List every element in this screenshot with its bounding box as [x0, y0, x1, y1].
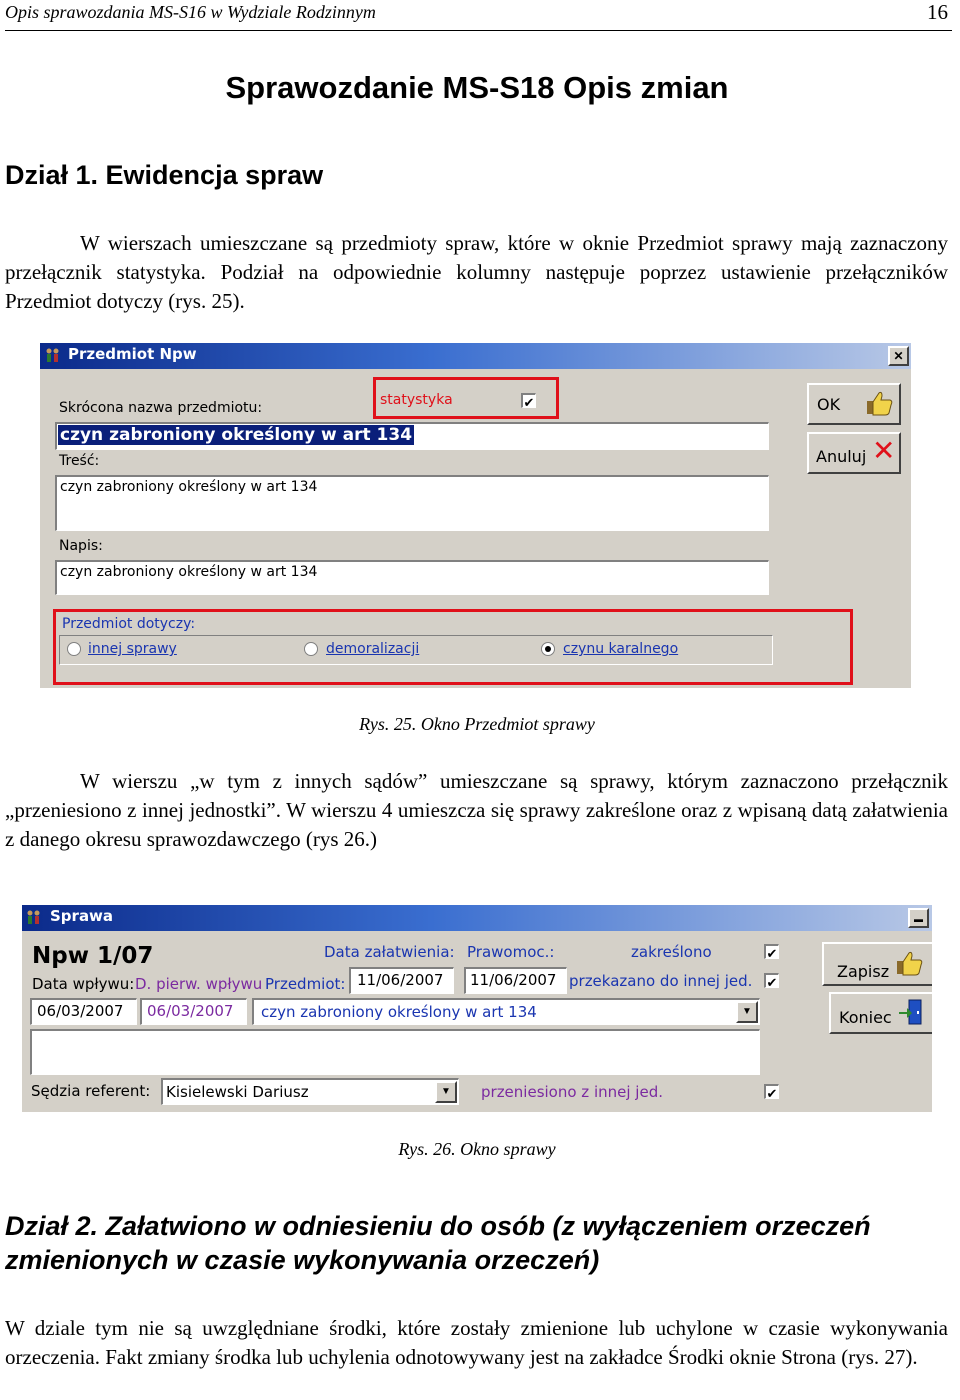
transferred-from-label: przeniesiono z innej jed.: [481, 1083, 663, 1101]
caption-label: Napis:: [59, 538, 103, 554]
legal-validity-input[interactable]: 11/06/2007: [464, 967, 567, 994]
case-window: [22, 905, 932, 1112]
section2-heading: Dział 2. Załatwiono w odniesieniu do osób (z wyłączeniem orzeczeń zmienionych w czasie wykonywania orzeczeń): [5, 1211, 871, 1275]
notes-input[interactable]: [30, 1029, 760, 1075]
case-window-title: Sprawa: [50, 907, 114, 925]
cancel-label: Anuluj: [816, 447, 867, 466]
first-received-input[interactable]: 06/03/2007: [140, 998, 247, 1025]
close-button[interactable]: ✕: [888, 346, 909, 366]
people-icon: [25, 909, 43, 927]
figure26-caption: Rys. 26. Okno sprawy: [398, 1139, 556, 1159]
transferred-from-checkbox[interactable]: ✔: [764, 1084, 779, 1099]
section1-heading: Dział 1. Ewidencja spraw: [5, 160, 324, 190]
radio-label-punishable-act: czynu karalnego: [563, 641, 679, 657]
date-settled-input[interactable]: 11/06/2007: [349, 967, 454, 994]
judge-dropdown-button[interactable]: ▼: [435, 1081, 457, 1103]
transferred-to-label: przekazano do innej jed.: [569, 972, 753, 990]
subject-label: Przedmiot:: [265, 975, 346, 993]
subject-radio-group: [59, 635, 773, 665]
radio-punishable-act[interactable]: [541, 642, 555, 656]
first-received-label: D. pierw. wpływu: [135, 975, 263, 993]
short-name-value: czyn zabroniony określony w art 134: [60, 425, 413, 445]
save-button[interactable]: [822, 942, 932, 986]
page-number: 16: [927, 0, 948, 24]
date-received-label: Data wpływu:: [32, 975, 135, 993]
radio-label-demoralization: demoralizacji: [326, 641, 420, 657]
ok-label: OK: [817, 395, 841, 414]
content-label: Treść:: [59, 453, 100, 469]
subject-dropdown-button[interactable]: ▼: [736, 1001, 758, 1023]
thumbs-up-icon: [864, 389, 894, 422]
content-value: czyn zabroniony określony w art 134: [60, 479, 318, 495]
exit-label: Koniec: [839, 1008, 892, 1027]
radio-demoralization[interactable]: [304, 642, 318, 656]
header-rule: [5, 30, 952, 31]
subject-select[interactable]: [252, 998, 760, 1025]
subject-select-value: czyn zabroniony określony w art 134: [261, 1003, 537, 1021]
radio-selected-dot: [545, 646, 551, 652]
case-window-titlebar: [22, 905, 932, 931]
minimize-button[interactable]: ▬: [908, 908, 929, 928]
statystyka-checkbox[interactable]: ✔: [521, 393, 536, 408]
judge-select-value: Kisielewski Dariusz: [166, 1083, 309, 1101]
subject-window-title: Przedmiot Npw: [68, 345, 197, 363]
judge-select[interactable]: [161, 1078, 459, 1105]
save-label: Zapisz: [837, 962, 890, 981]
case-number: Npw 1/07: [32, 943, 154, 969]
struck-out-checkbox[interactable]: ✔: [764, 944, 779, 959]
caption-input[interactable]: [55, 560, 769, 595]
short-name-label: Skrócona nazwa przedmiotu:: [59, 400, 263, 416]
cancel-button[interactable]: [807, 432, 901, 474]
caption-value: czyn zabroniony określony w art 134: [60, 564, 318, 580]
statystyka-label: statystyka: [380, 392, 453, 408]
section2-paragraph1: W dziale tym nie są uwzględniane środki, które zostały zmienione lub uchylone w czasie wykonywania orzeczenia. Fakt zmiany środka lub uchylenia odnotowywany jest na zakładce Środki oknie Strona (rys. 27).: [5, 1316, 948, 1369]
date-settled-label: Data załatwienia:: [324, 943, 455, 961]
section1-paragraph2: W wierszu „w tym z innych sądów” umieszczane są sprawy, którym zaznaczono przełącznik „przeniesiono z innej jednostki”. W wierszu 4 umieszcza się sprawy zakreślone oraz z wpisaną datą załatwienia z danego okresu sprawozdawczego (rys 26.): [5, 769, 948, 851]
legal-validity-label: Prawomoc.:: [467, 943, 555, 961]
people-icon: [44, 347, 62, 365]
main-title: Sprawozdanie MS-S18 Opis zmian: [225, 70, 729, 105]
exit-button[interactable]: [829, 992, 932, 1034]
struck-out-label: zakreślono: [631, 943, 712, 961]
figure25-caption: Rys. 25. Okno Przedmiot sprawy: [359, 714, 595, 734]
thumbs-up-icon: [894, 949, 924, 982]
section1-paragraph1: W wierszach umieszczane są przedmioty spraw, które w oknie Przedmiot sprawy mają zaznaczony przełącznik statystyka. Podział na odpowiednie kolumny następuje poprzez ustawienie przełączników Przedmiot dotyczy (rys. 25).: [5, 231, 948, 313]
subject-window: [40, 343, 911, 688]
date-received-input[interactable]: 06/03/2007: [30, 998, 137, 1025]
radio-other-case[interactable]: [67, 642, 81, 656]
transferred-to-checkbox[interactable]: ✔: [764, 973, 779, 988]
ok-button[interactable]: [807, 383, 901, 425]
page-header-title: Opis sprawozdania MS-S16 w Wydziale Rodzinnym: [5, 2, 376, 22]
content-input[interactable]: [55, 475, 769, 531]
radio-label-other-case: innej sprawy: [88, 641, 177, 657]
short-name-input[interactable]: [55, 422, 769, 450]
judge-label: Sędzia referent:: [31, 1082, 151, 1100]
subject-group-label: Przedmiot dotyczy:: [62, 616, 196, 632]
exit-door-icon: [897, 997, 927, 1032]
cancel-x-icon: ✕: [872, 434, 896, 467]
